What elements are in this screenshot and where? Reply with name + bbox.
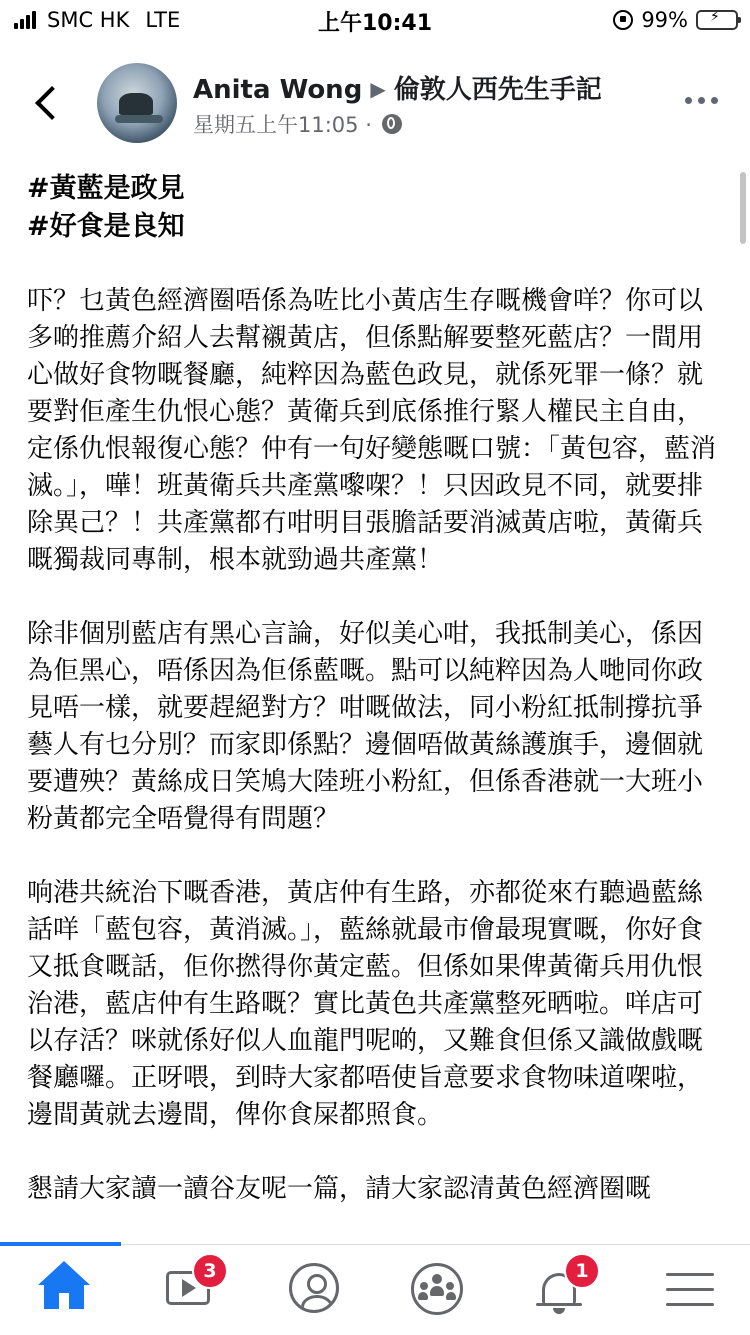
network-label: LTE [145, 8, 181, 32]
post-paragraph: 响港共統治下嘅香港，黃店仲有生路，亦都從來冇聽過藍絲話咩「藍包容，黃消滅。」，藍絲就最市儈最現實嘅，你好食又抵食嘅話，佢你撚得你黃定藍。但係如果俾黃衛兵用仇恨治港，藍店仲有生路嘅？實比黃色共產黨整死晒啦。咩店可以存活？咪就係好似人血龍門呢啲，又難食但係又識做戲嘅餐廳囉。正呀喂，到時大家都唔使旨意要求食物味道㗎啦，邊間黃就去邊間，俾你食屎都照食。 [27, 878, 704, 1130]
post-header [0, 55, 750, 155]
menu-icon[interactable] [660, 1259, 724, 1319]
bell-icon[interactable] [530, 1259, 594, 1319]
post-author-line [193, 69, 602, 106]
back-chevron-icon[interactable] [30, 81, 70, 125]
home-icon[interactable] [30, 1259, 94, 1319]
author-name[interactable]: Anita Wong [193, 75, 363, 105]
post-timestamp[interactable]: 星期五上午11:05 · [193, 113, 372, 137]
post-meta [193, 109, 402, 139]
post-body [27, 170, 727, 1242]
battery-icon [696, 10, 738, 30]
globe-icon [382, 114, 402, 134]
avatar[interactable] [97, 63, 177, 143]
groups-icon[interactable] [405, 1259, 469, 1319]
bottom-nav [0, 1244, 750, 1335]
battery-percent: 99% [641, 8, 688, 32]
hashtag[interactable]: #好食是良知 [27, 211, 185, 242]
status-time: 上午10:41 [317, 11, 433, 36]
scrollbar-thumb[interactable] [740, 172, 746, 244]
carrier-label: SMC HK [47, 8, 130, 32]
notification-badge: 1 [564, 1253, 600, 1289]
active-tab-indicator [0, 1242, 121, 1246]
triangle-right-icon: ▶ [370, 77, 386, 101]
post-paragraph: 除非個別藍店有黑心言論，好似美心咁，我抵制美心，係因為佢黑心，唔係因為佢係藍嘅。點可以純粹因為人哋同你政見唔一樣，就要趕絕對方？咁嘅做法，同小粉紅抵制撐抗爭藝人有乜分別？而家即係點？邊個唔做黃絲護旗手，邊個就要遭殃？黃絲成日笑鳩大陸班小粉紅，但係香港就一大班小粉黃都完全唔覺得有問題？ [27, 619, 704, 834]
more-horizontal-icon[interactable] [679, 97, 718, 104]
status-bar [0, 0, 750, 42]
status-right [613, 8, 738, 32]
hashtag[interactable]: #黃藍是政見 [27, 173, 185, 204]
group-name[interactable]: 倫敦人西先生手記 [393, 75, 602, 105]
orientation-lock-icon [613, 10, 633, 30]
profile-icon[interactable] [283, 1259, 347, 1319]
video-icon[interactable] [158, 1259, 222, 1319]
post-paragraph: 懇請大家讀一讀谷友呢一篇，請大家認清黃色經濟圈嘅 [27, 1174, 652, 1204]
video-badge: 3 [192, 1253, 228, 1289]
post-paragraph: 吓？乜黃色經濟圈唔係為咗比小黃店生存嘅機會咩？你可以多啲推薦介紹人去幫襯黃店，但係點解要整死藍店？一間用心做好食物嘅餐廳，純粹因為藍色政見，就係死罪一條？就要對佢產生仇恨心態？黃衛兵到底係推行緊人權民主自由，定係仇恨報復心態？仲有一句好變態嘅口號：「黃包容，藍消滅。」，嘩！班黃衛兵共產黨嚟㗎？！只因政見不同，就要排除異己？！共產黨都冇咁明目張膽話要消滅黃店啦，黃衛兵嘅獨裁同專制，根本就勁過共產黨！ [27, 286, 717, 575]
